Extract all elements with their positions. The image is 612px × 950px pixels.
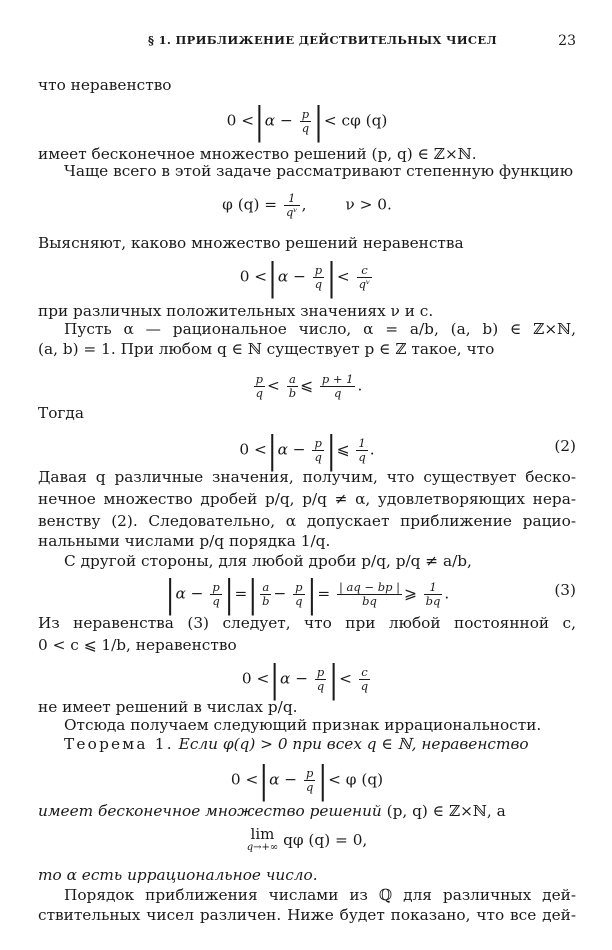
text-line: имеет бесконечное множество решений (p, q) ∈ ℤ×ℕ, а [38,802,506,820]
text-line: Отсюда получаем следующий признак иррациональности. [64,716,542,734]
text-line: Тогда [38,404,84,422]
formula-rational-bounds: $\frac{p}{q}$ < $\frac{a}{b}$ ⩽ $\frac{p + 1}{q}$ . [255,372,363,400]
text-line: что неравенство [38,76,172,94]
text-line: при различных положительных значениях ν и c. [38,302,434,320]
text-line: Давая q различные значения, получим, что существует беско- [38,468,576,486]
formula-limit: lim q→+∞ qφ (q) = 0, [246,825,368,853]
text-line: венству (2). Следовательно, α допускает приближение рацио- [38,512,576,530]
theorem-statement [64,735,576,753]
page-number: 23 [558,33,576,49]
text-line: 0 < c ⩽ 1/b, неравенство [38,636,237,654]
text-line: не имеет решений в числах p/q. [38,698,298,716]
text-line: (a, b) = 1. При любом q ∈ ℕ существует p ∈ ℤ такое, что [38,340,495,358]
formula-no-solutions: 0 <|α − $\frac{p}{q}$ |< $\frac{c}{q}$ [241,657,369,702]
formula-inequality-nu: 0 <|α − $\frac{p}{q}$ |< $\frac{c}{\text{qᵛ}}$ [239,255,371,300]
text-line: то α есть иррациональное число. [38,866,318,884]
running-header [38,33,576,51]
text-line: нальными числами p/q порядка 1/q. [38,532,331,550]
text-line: Порядок приближения числами из ℚ для различных дей- [64,886,576,904]
text-line: Чаще всего в этой задаче рассматривают степенную функцию [64,162,574,180]
formula-power-function: φ (q) = $\frac{1}{\text{qᵛ}}$ , ν > 0. [222,191,392,219]
formula-theorem: 0 <|α − $\frac{p}{q}$ |< φ (q) [230,758,384,803]
text-line: С другой стороны, для любой дроби p/q, p/q ≠ a/b, [64,552,472,570]
theorem-label: Теорема 1. [64,735,174,753]
text-line: нечное множество дробей p/q, p/q ≠ α, удовлетворяющих нера- [38,490,576,508]
section-title: § 1. ПРИБЛИЖЕНИЕ ДЕЙСТВИТЕЛЬНЫХ ЧИСЕЛ [148,33,497,47]
theorem-text: Если φ(q) > 0 при всех q ∈ ℕ, неравенство [178,735,529,753]
text-line: Из неравенства (3) следует, что при любой постоянной c, [38,614,576,632]
formula-3: |α − $\frac{p}{q}$ |=| $\frac{a}{b}$ − $\frac{p}{q}$ |= $\frac{| aq - bp |}{bq}$ ⩾ $\frac{1}{bq}$ . [165,572,450,617]
text-line: ствительных чисел различен. Ниже будет показано, что все дей- [38,906,576,924]
equation-label-3: (3) [554,581,576,599]
text-line: Выясняют, каково множество решений неравенства [38,234,464,252]
text-line: имеет бесконечное множество решений (p, q) ∈ ℤ×ℕ. [38,145,477,163]
formula-2: 0 <|α − $\frac{p}{q}$ |⩽ $\frac{1}{q}$ . [239,428,375,473]
text-line: Пусть α — рациональное число, α = a/b, (a, b) ∈ ℤ×ℕ, [64,320,576,338]
equation-label-2: (2) [554,437,576,455]
formula-inequality-1: 0 <|α − $\frac{p}{q}$ |< cφ (q) [226,99,388,144]
